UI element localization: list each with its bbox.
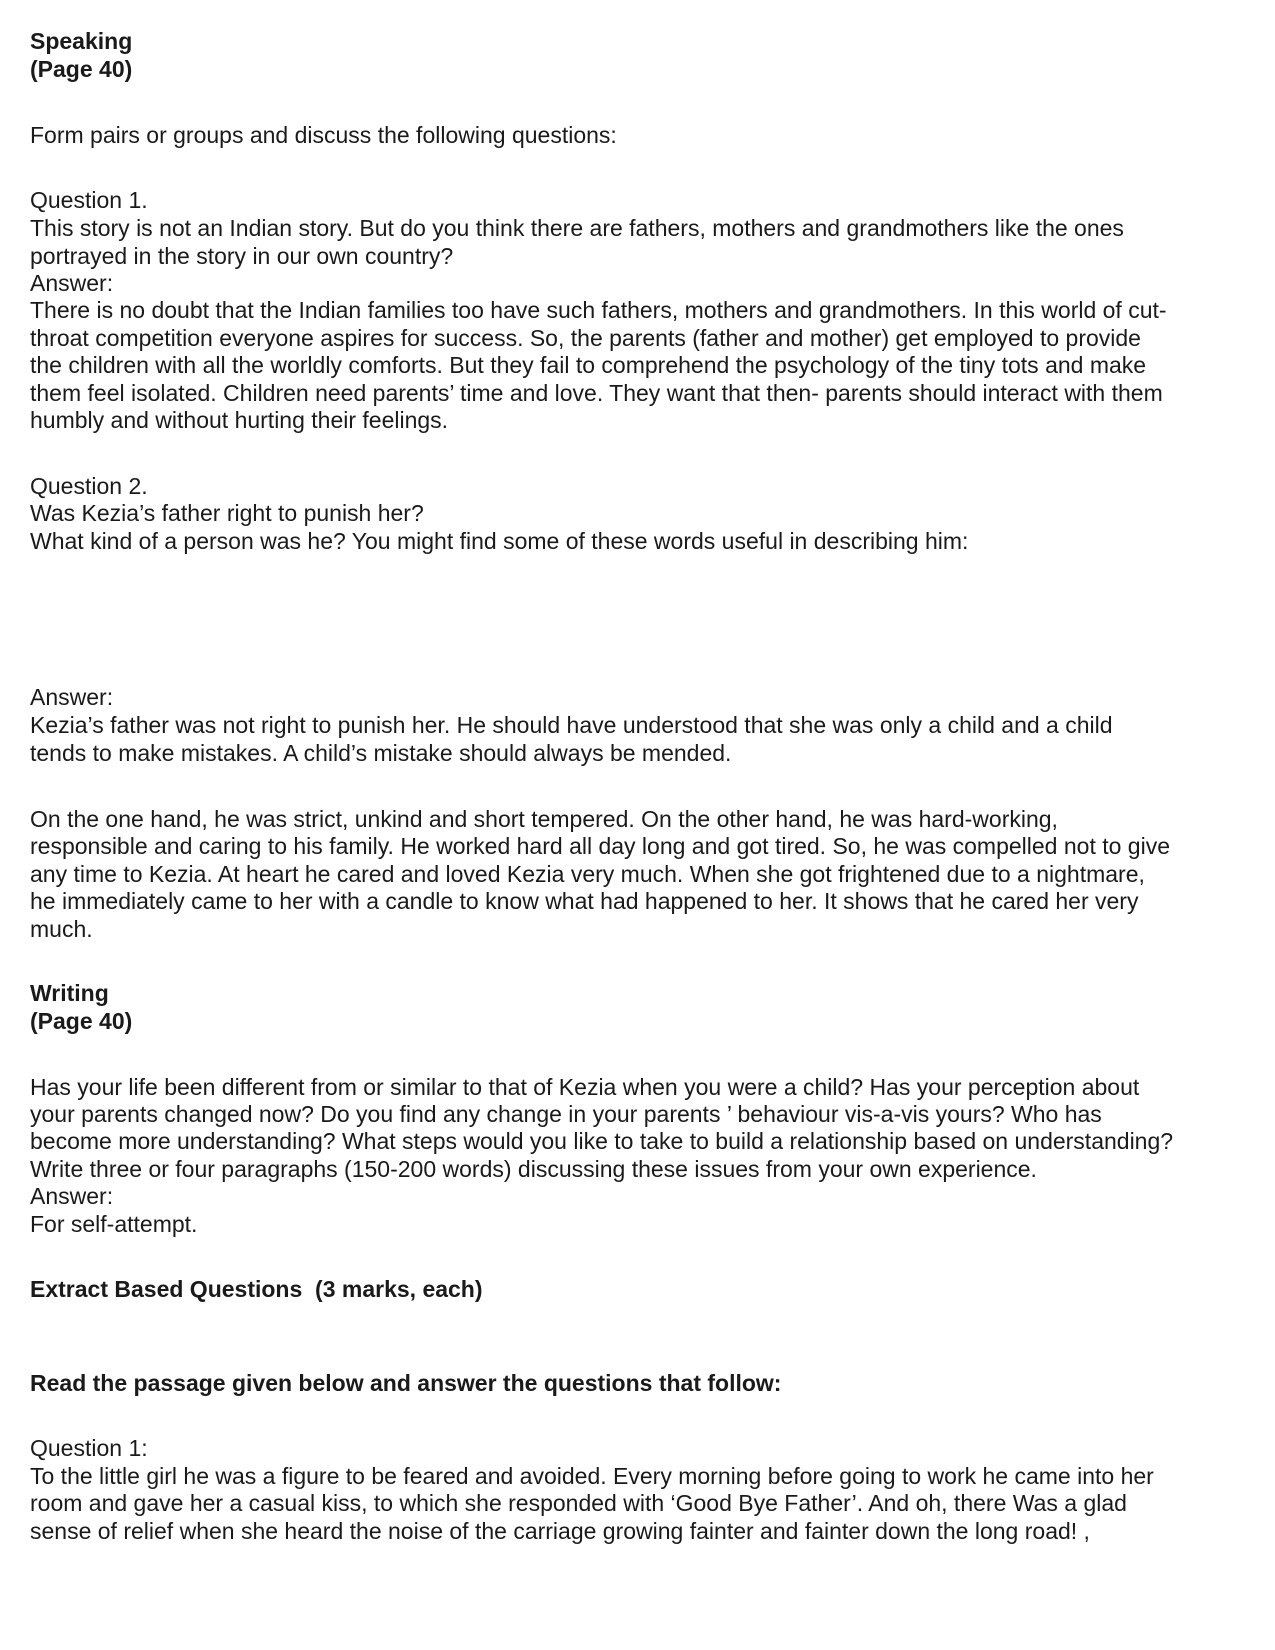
extract-instruction: Read the passage given below and answer the questions that follow: — [30, 1370, 782, 1396]
question-text: Write three or four paragraphs (150-200 words) discussing these issues from your own experience. — [30, 1156, 1037, 1182]
answer-text: There is no doubt that the Indian families too have such fathers, mothers and grandmothers. In this world of cut- — [30, 297, 1167, 323]
passage-text: sense of relief when she heard the noise of the carriage growing fainter and fainter down the long road! , — [30, 1518, 1090, 1544]
answer-text: humbly and without hurting their feelings. — [30, 407, 449, 433]
answer-text: responsible and caring to his family. He worked hard all day long and got tired. So, he was compelled not to give — [30, 833, 1170, 859]
answer-text: much. — [30, 916, 93, 942]
question-text: your parents changed now? Do you find any change in your parents ’ behaviour vis-a-vis yours? Who has — [30, 1101, 1102, 1127]
question-label: Question 2. — [30, 473, 148, 499]
page-reference: (Page 40) — [30, 56, 133, 82]
instruction-text: Form pairs or groups and discuss the following questions: — [30, 122, 617, 148]
answer-text: he immediately came to her with a candle to know what had happened to her. It shows that he cared her very — [30, 888, 1139, 914]
page-reference: (Page 40) — [30, 1008, 133, 1034]
question-label: Question 1: — [30, 1435, 148, 1461]
question-label: Question 1. — [30, 187, 148, 213]
passage-text: To the little girl he was a figure to be feared and avoided. Every morning before going to work he came into her — [30, 1463, 1154, 1489]
answer-text: For self-attempt. — [30, 1211, 198, 1237]
question-text: portrayed in the story in our own country? — [30, 243, 454, 269]
section-heading-speaking: Speaking — [30, 28, 133, 54]
question-text: What kind of a person was he? You might find some of these words useful in describing him: — [30, 528, 969, 554]
answer-label: Answer: — [30, 1183, 114, 1209]
section-heading-writing: Writing — [30, 980, 109, 1006]
question-text: Was Kezia’s father right to punish her? — [30, 500, 424, 526]
answer-text: On the one hand, he was strict, unkind and short tempered. On the other hand, he was hard-working, — [30, 806, 1058, 832]
question-text: This story is not an Indian story. But do you think there are fathers, mothers and grandmothers like the ones — [30, 215, 1124, 241]
question-text: Has your life been different from or similar to that of Kezia when you were a child? Has your perception about — [30, 1074, 1140, 1100]
answer-text: any time to Kezia. At heart he cared and loved Kezia very much. When she got frightened due to a nightmare, — [30, 861, 1145, 887]
passage-text: room and gave her a casual kiss, to which she responded with ‘Good Bye Father’. And oh, there Was a glad — [30, 1490, 1127, 1516]
answer-text: them feel isolated. Children need parents’ time and love. They want that then- parents should interact with them — [30, 380, 1163, 406]
answer-text: the children with all the worldly comforts. But they fail to comprehend the psychology of the tiny tots and make — [30, 352, 1147, 378]
answer-text: tends to make mistakes. A child’s mistake should always be mended. — [30, 740, 732, 766]
answer-label: Answer: — [30, 684, 114, 710]
section-heading-extract: Extract Based Questions (3 marks, each) — [30, 1276, 483, 1302]
answer-text: Kezia’s father was not right to punish her. He should have understood that she was only a child and a child — [30, 712, 1113, 738]
answer-label: Answer: — [30, 270, 114, 296]
answer-text: throat competition everyone aspires for success. So, the parents (father and mother) get employed to provide — [30, 325, 1141, 351]
question-text: become more understanding? What steps would you like to take to build a relationship based on understanding? — [30, 1128, 1174, 1154]
